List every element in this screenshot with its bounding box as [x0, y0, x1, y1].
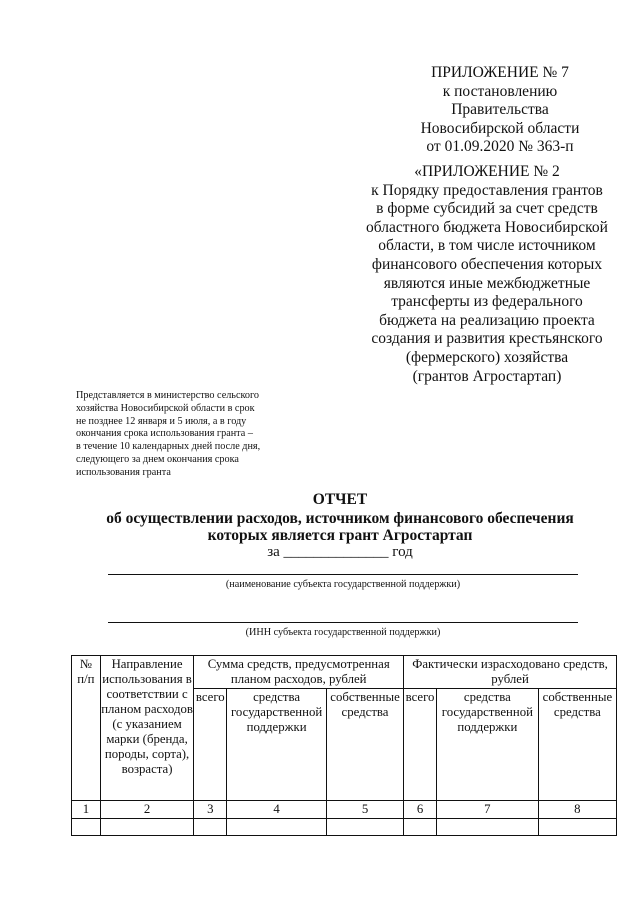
appendix-2-line: являются иные межбюджетные	[383, 274, 591, 292]
submission-note-line: хозяйства Новосибирской области в срок	[76, 402, 255, 414]
period-suffix: год	[392, 544, 413, 560]
table-row	[72, 819, 617, 836]
table-cell[interactable]	[194, 819, 227, 836]
appendix-2-line: области, в том числе источником	[378, 237, 596, 255]
column-number: 1	[72, 801, 101, 819]
submission-note-line: окончания срока использования гранта –	[76, 428, 253, 440]
column-number: 4	[227, 801, 327, 819]
header-actual-group: Фактически израсходовано средств, рублей	[404, 656, 617, 689]
submission-note-line: не позднее 12 января и 5 июля, а в году	[76, 415, 247, 427]
appendix-2-line: к Порядку предоставления грантов	[371, 181, 603, 199]
appendix-7-header	[395, 64, 605, 157]
submission-note-line: Представляется в министерство сельского	[76, 390, 260, 401]
header-planned-own: собственные средства	[326, 689, 403, 801]
column-number: 6	[404, 801, 437, 819]
submission-note	[76, 390, 290, 480]
header-actual-state: средства государственной поддержки	[436, 689, 538, 801]
appendix-2-header	[352, 163, 622, 386]
report-title: ОТЧЕТ	[312, 491, 368, 508]
appendix-7-line: от 01.09.2020 № 363-п	[426, 138, 574, 156]
report-table	[71, 655, 617, 836]
appendix-2-line: (грантов Агростартап)	[412, 367, 562, 385]
table-cell[interactable]	[72, 819, 101, 836]
submission-note-line: в течение 10 календарных дней после дня,	[76, 441, 261, 453]
period-blank: ______________	[283, 544, 389, 560]
table-cell[interactable]	[100, 819, 194, 836]
report-subtitle-line-1: об осуществлении расходов, источником финансового обеспечения	[106, 510, 574, 527]
appendix-7-line: ПРИЛОЖЕНИЕ № 7	[431, 64, 569, 81]
table-numbering-row	[72, 801, 617, 819]
appendix-7-line: к постановлению Правительства	[442, 82, 558, 119]
submission-note-line: использования гранта	[76, 466, 171, 478]
table-cell[interactable]	[227, 819, 327, 836]
inn-line	[108, 622, 578, 623]
column-number: 7	[436, 801, 538, 819]
header-actual-total: всего	[404, 689, 437, 801]
column-number: 5	[326, 801, 403, 819]
table-cell[interactable]	[326, 819, 403, 836]
header-planned-total: всего	[194, 689, 227, 801]
header-planned-group: Сумма средств, предусмотренная планом расходов, рублей	[194, 656, 404, 689]
header-actual-own: собственные средства	[538, 689, 616, 801]
appendix-2-line: в форме субсидий за счет средств	[376, 200, 598, 218]
appendix-2-line: создания и развития крестьянского	[371, 330, 603, 348]
column-number: 8	[538, 801, 616, 819]
header-direction: Направление использования в соответствии с планом расходов (с указанием марки (бренда, породы, сорта), возраста)	[100, 656, 194, 801]
table-header-row	[72, 656, 617, 689]
table-cell[interactable]	[538, 819, 616, 836]
column-number: 3	[194, 801, 227, 819]
inn-caption: (ИНН субъекта государственной поддержки)	[245, 627, 441, 638]
period-prefix: за	[267, 544, 280, 560]
appendix-7-line: Новосибирской области	[420, 119, 580, 137]
report-subtitle-line-2: которых является грант Агростартап	[207, 527, 473, 544]
subject-name-line	[108, 574, 578, 575]
appendix-2-line: «ПРИЛОЖЕНИЕ № 2	[414, 163, 560, 180]
table-cell[interactable]	[404, 819, 437, 836]
header-planned-state: средства государственной поддержки	[227, 689, 327, 801]
appendix-2-line: трансферты из федерального	[391, 293, 583, 311]
report-period	[0, 544, 640, 561]
submission-note-line: следующего за днем окончания срока	[76, 453, 239, 465]
appendix-2-line: финансового обеспечения которых	[371, 255, 603, 273]
column-number: 2	[100, 801, 194, 819]
header-num: № п/п	[72, 656, 101, 801]
appendix-2-line: (фермерского) хозяйства	[405, 348, 569, 366]
subject-name-caption: (наименование субъекта государственной поддержки)	[225, 579, 461, 590]
appendix-2-line: областного бюджета Новосибирской	[366, 218, 608, 236]
table-cell[interactable]	[436, 819, 538, 836]
appendix-2-line: бюджета на реализацию проекта	[379, 311, 595, 329]
